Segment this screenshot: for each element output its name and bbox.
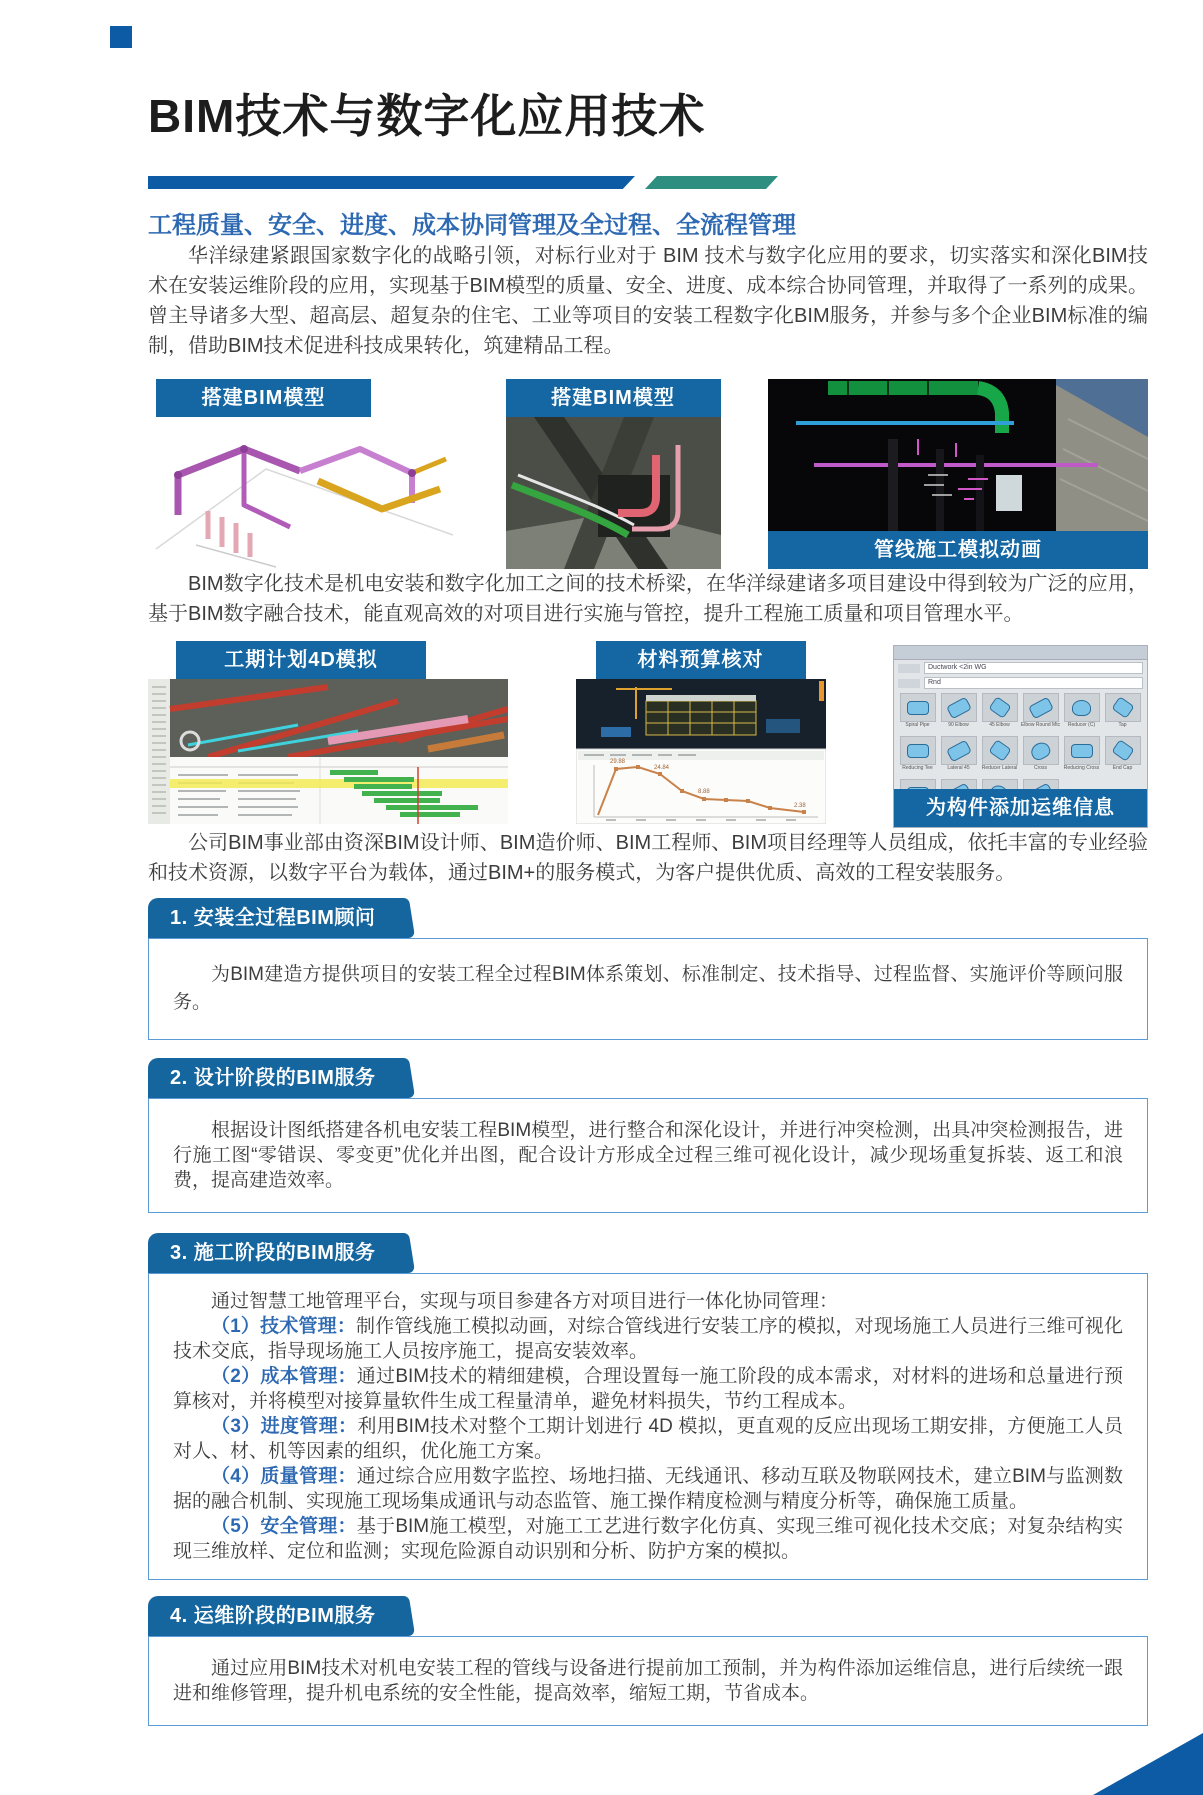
chart-point-label: 8.88 bbox=[697, 789, 710, 795]
fitting-cell: Reducing Cross bbox=[1061, 736, 1102, 777]
section-3-item-1: （1）技术管理：制作管线施工模拟动画，对综合管线进行安装工序的模拟，对现场施工人员进行三维可视化技术交底，指导现场施工人员按序施工，提高安装效率。 bbox=[173, 1316, 1123, 1362]
section-4 bbox=[148, 1580, 1148, 1726]
budget-check-screenshot bbox=[576, 679, 826, 824]
figure-pipeline-animation bbox=[768, 379, 1148, 569]
intro-paragraph-3: 公司BIM事业部由资深BIM设计师、BIM造价师、BIM工程师、BIM项目经理等人员组成，依托丰富的专业经验和技术资源，以数字平台为载体，通过BIM+的服务模式，为客户提供优质、高效的工程安装服务。 bbox=[148, 832, 1148, 884]
family-field bbox=[898, 661, 1143, 675]
fitting-cell: Elbow Round Mtc bbox=[1020, 693, 1061, 734]
page-subtitle: 工程质量、安全、进度、成本协同管理及全过程、全流程管理 bbox=[148, 212, 796, 239]
pipe-fitting-icon bbox=[988, 696, 1011, 719]
pipe-fitting-icon bbox=[1072, 700, 1091, 716]
section-2-tab bbox=[148, 1058, 403, 1098]
section-3-intro: 通过智慧工地管理平台，实现与项目参建各方对项目进行一体化协同管理： bbox=[211, 1291, 839, 1312]
fitting-cell: 45 Elbow bbox=[979, 693, 1020, 734]
page-title: BIM技术与数字化应用技术 bbox=[148, 90, 706, 142]
section-3-item-5: （5）安全管理：基于BIM施工模型，对施工工艺进行数字化仿真、实现三维可视化技术交底；对复杂结构实现三维放样、定位和监测；实现危险源自动识别和分析、防护方案的模拟。 bbox=[173, 1516, 1124, 1562]
underline-blue-segment bbox=[148, 176, 635, 189]
pipe-fitting-icon bbox=[946, 696, 972, 719]
pipe-fitting-icon bbox=[1028, 739, 1052, 762]
section-3-item-4: （4）质量管理：通过综合应用数字监控、场地扫描、无线通讯、移动互联及物联网技术，建立BIM与监测数据的融合机制、实现施工现场集成通讯与动态监管、施工操作精度检测与精度分析等，确保施工质量。 bbox=[173, 1466, 1124, 1512]
section-1-tab bbox=[148, 898, 403, 938]
fitting-cell: Spiral Pipe bbox=[897, 693, 938, 734]
figure-label-banner: 搭建BIM模型 bbox=[506, 379, 721, 417]
figure-label-banner: 管线施工模拟动画 bbox=[768, 531, 1148, 569]
fitting-family-dialog bbox=[893, 645, 1148, 828]
figure-label-banner: 为构件添加运维信息 bbox=[894, 789, 1147, 827]
fitting-cell: Lateral 45 bbox=[938, 736, 979, 777]
section-4-box bbox=[148, 1636, 1148, 1726]
section-3-box bbox=[148, 1273, 1148, 1580]
type-field bbox=[898, 676, 1143, 690]
section-4-tab bbox=[148, 1596, 403, 1636]
intro-paragraph-1: 华洋绿建紧跟国家数字化的战略引领，对标行业对于 BIM 技术与数字化应用的要求，切实落实和深化BIM技术在安装运维阶段的应用，实现基于BIM模型的质量、安全、进度、成本综合协同管理，并取得了一系列的成果。曾主导诸多大型、超高层、超复杂的住宅、工业等项目的安装工程数字化BIM服务，并参与多个企业BIM标准的编制，借助BIM技术促进科技成果转化，筑建精品工程。 bbox=[148, 245, 1148, 357]
section-3-title: 3. 施工阶段的BIM服务 bbox=[170, 1242, 376, 1264]
pipe-fitting-icon bbox=[1111, 696, 1134, 719]
section-1-box bbox=[148, 938, 1148, 1040]
figure-label-banner: 材料预算核对 bbox=[596, 641, 806, 679]
4d-schedule-screenshot bbox=[148, 679, 508, 824]
section-3-item-2: （2）成本管理：通过BIM技术的精细建模，合理设置每一施工阶段的成本需求，对材料的进场和总量进行预算核对，并将模型对接算量软件生成工程量清单，避免材料损失，节约工程成本。 bbox=[173, 1366, 1124, 1412]
pipe-fitting-icon bbox=[946, 739, 972, 762]
figure-4d-simulation bbox=[148, 641, 508, 824]
figure-bim-model-1 bbox=[148, 379, 458, 569]
figure-row-2 bbox=[148, 641, 1148, 828]
corner-accent-square bbox=[110, 26, 132, 48]
figure-label-banner: 工期计划4D模拟 bbox=[176, 641, 426, 679]
fitting-cell: Tap bbox=[1102, 693, 1143, 734]
chart-point-label: 29.88 bbox=[609, 759, 625, 765]
pipe-fitting-icon bbox=[1111, 739, 1134, 762]
section-2-title: 2. 设计阶段的BIM服务 bbox=[170, 1067, 376, 1089]
fitting-cell: 90 Elbow bbox=[938, 693, 979, 734]
section-1-title: 1. 安装全过程BIM顾问 bbox=[170, 907, 376, 929]
fitting-cell: Cross bbox=[1020, 736, 1061, 777]
section-3 bbox=[148, 1213, 1148, 1580]
section-3-tab bbox=[148, 1233, 403, 1273]
figure-bim-model-2 bbox=[506, 379, 721, 569]
figure-material-budget bbox=[576, 641, 826, 824]
corner-accent-wedge bbox=[1093, 1733, 1203, 1795]
chart-point-label: 2.38 bbox=[793, 803, 806, 809]
fitting-cell: Reducer (C) bbox=[1061, 693, 1102, 734]
section-2-body: 根据设计图纸搭建各机电安装工程BIM模型，进行整合和深化设计，并进行冲突检测，出具冲突检测报告，进行施工图“零错误、零变更”优化并出图，配合设计方形成全过程三维可视化设计，减少现场重复拆装、返工和浪费，提高建造效率。 bbox=[173, 1120, 1123, 1191]
section-2 bbox=[148, 1040, 1148, 1213]
chart-point-label: 24.84 bbox=[653, 765, 669, 771]
field-key-chip bbox=[898, 664, 920, 673]
pipe-fitting-icon bbox=[907, 744, 929, 758]
bim-pipes-screenshot bbox=[148, 417, 458, 569]
section-1 bbox=[148, 888, 1148, 1040]
type-field-value: Rnd bbox=[924, 677, 1143, 689]
section-3-item-3: （3）进度管理：利用BIM技术对整个工期计划进行 4D 模拟，更直观的反应出现场工期安排，方便施工人员对人、材、机等因素的组织，优化施工方案。 bbox=[173, 1416, 1123, 1462]
fitting-cell: Reducing Tee bbox=[897, 736, 938, 777]
figure-label-banner: 搭建BIM模型 bbox=[156, 379, 371, 417]
pipe-fitting-icon bbox=[1071, 744, 1093, 758]
section-4-body: 通过应用BIM技术对机电安装工程的管线与设备进行提前加工预制，并为构件添加运维信息，进行后续统一跟进和维修管理，提升机电系统的安全性能，提高效率，缩短工期，节省成本。 bbox=[173, 1658, 1123, 1704]
pipe-fitting-icon bbox=[907, 701, 929, 715]
pipeline-simulation-screenshot bbox=[768, 379, 1148, 531]
dialog-titlebar bbox=[894, 646, 1147, 660]
underline-teal-segment bbox=[645, 176, 778, 189]
section-4-title: 4. 运维阶段的BIM服务 bbox=[170, 1605, 376, 1627]
family-field-value: Ductwork <2in WG bbox=[924, 662, 1143, 674]
figure-fitting-palette bbox=[893, 645, 1148, 828]
pipe-fitting-icon bbox=[988, 739, 1011, 762]
bim-plantroom-screenshot bbox=[506, 417, 721, 569]
title-underline bbox=[148, 176, 1148, 189]
pipe-fitting-icon bbox=[1028, 696, 1054, 719]
section-2-box bbox=[148, 1098, 1148, 1213]
section-1-body: 为BIM建造方提供项目的安装工程全过程BIM体系策划、标准制定、技术指导、过程监督、实施评价等顾问服务。 bbox=[173, 964, 1123, 1013]
fitting-cell: Reducer Lateral bbox=[979, 736, 1020, 777]
fitting-cell: End Cap bbox=[1102, 736, 1143, 777]
field-key-chip bbox=[898, 679, 920, 688]
figure-row-1 bbox=[148, 379, 1148, 569]
intro-paragraph-2: BIM数字化技术是机电安装和数字化加工之间的技术桥梁，在华洋绿建诸多项目建设中得到较为广泛的应用，基于BIM数字融合技术，能直观高效的对项目进行实施与管控，提升工程施工质量和项目管理水平。 bbox=[148, 573, 1148, 625]
